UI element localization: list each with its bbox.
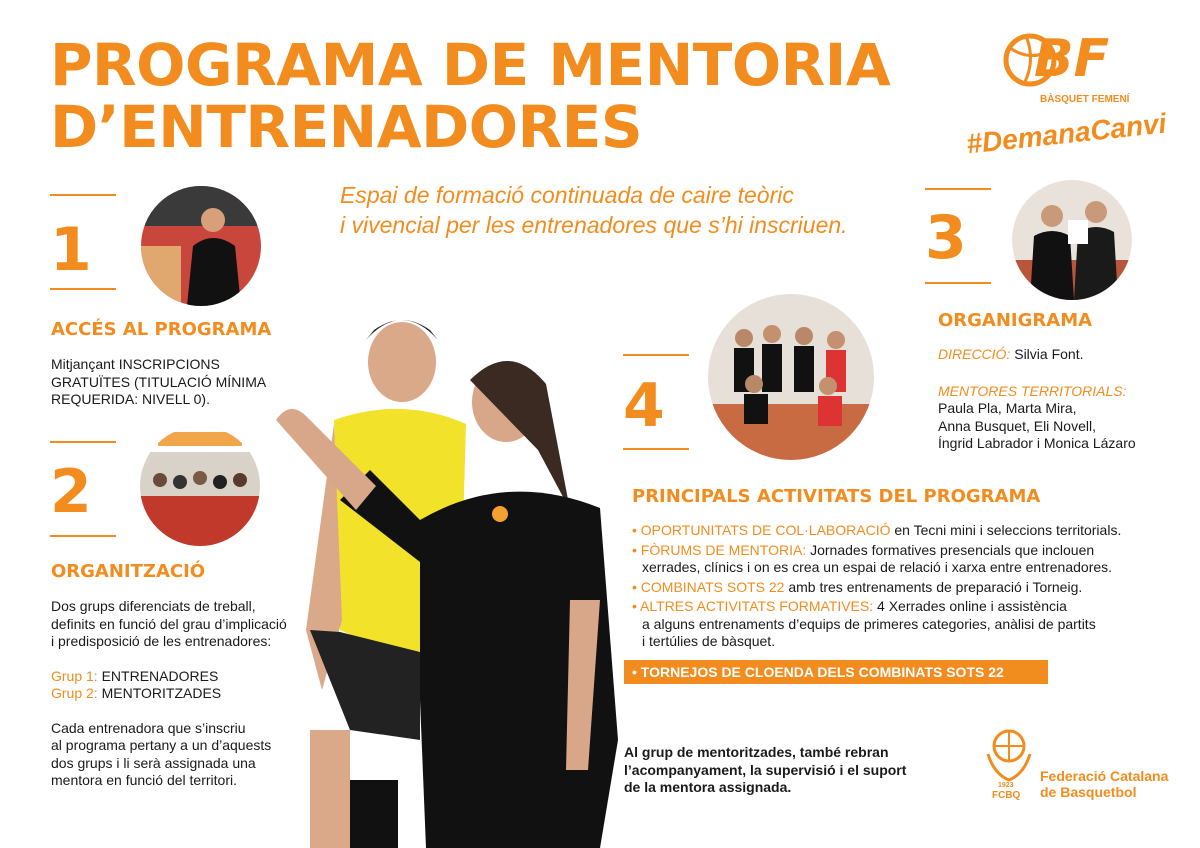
section2-text-line: Cada entrenadora que s’inscriu [51, 719, 246, 736]
section2-text-line: i predisposició de les entrenadores: [51, 633, 272, 649]
activity-label: • COMBINATS SOTS 22 [632, 578, 785, 595]
group1-value: ENTRENADORES [101, 667, 219, 684]
title-line-1: PROGRAMA DE MENTORIA [50, 31, 891, 99]
activity-text: amb tres entrenaments de preparació i Torneig. [784, 578, 1083, 595]
section3-rule-top [925, 188, 991, 190]
activity-item [632, 542, 1172, 577]
section2-text-line: dos grups i li serà assignada una [51, 754, 256, 771]
section1-rule-bottom [50, 288, 116, 290]
coach-photo-1 [141, 186, 261, 306]
direction-label: DIRECCIÓ: [938, 346, 1011, 362]
section1-text-line: REQUERIDA: NIVELL 0). [51, 391, 210, 407]
section2-text-line: Dos grups diferenciats de treball, [51, 598, 256, 614]
hashtag: #DemanaCanvi [964, 107, 1168, 160]
activity-text: en Tecni mini i seleccions territorials. [890, 522, 1122, 538]
players-image [270, 300, 630, 848]
activity-item [632, 579, 1172, 597]
logo-letters: BF [1034, 29, 1110, 89]
activity-item [632, 522, 1172, 540]
activity-text: xerrades, clínics i on es crea un espai de relació i xarxa entre entrenadores. [642, 559, 1113, 575]
section1-text [51, 356, 301, 409]
section4-heading: PRINCIPALS ACTIVITATS DEL PROGRAMA [632, 486, 1041, 507]
mentors-line: Íngrid Labrador i Monica Lázaro [938, 435, 1136, 451]
section4-number: 4 [623, 371, 665, 441]
section2-heading: ORGANITZACIÓ [51, 561, 206, 582]
fcbq-logo [984, 728, 1034, 800]
group2-value: MENTORITZADES [101, 685, 222, 701]
closing-tournaments-banner: • TORNEJOS DE CLOENDA DELS COMBINATS SOTS 22 [624, 660, 1048, 684]
section1-heading: ACCÉS AL PROGRAMA [51, 319, 272, 340]
note-line: l’acompanyament, la supervisió i el suport [624, 761, 907, 778]
activity-label: • OPORTUNITATS DE COL·LABORACIÓ [632, 522, 891, 538]
activity-item [632, 598, 1172, 651]
group2-label: Grup 2: [51, 685, 98, 701]
section1-text-line: GRATUÏTES (TITULACIÓ MÍNIMA [51, 373, 267, 390]
section3-rule-bottom [925, 282, 991, 284]
fcbq-year: 1923 [998, 782, 1014, 789]
fcbq-acronym: FCBQ [992, 790, 1021, 801]
activity-text: Jornades formatives presencials que inclouen [806, 541, 1095, 558]
mentors-label: MENTORES TERRITORIALS: [938, 382, 1127, 399]
section2-rule-top [50, 441, 116, 443]
section2-rule-bottom [50, 535, 116, 537]
mentors-line: Anna Busquet, Eli Novell, [938, 417, 1096, 434]
intro-text [340, 180, 900, 240]
title-line-2: D’ENTRENADORES [50, 93, 643, 161]
federation-line: Federació Catalana [1040, 768, 1169, 784]
section4-rule-bottom [623, 448, 689, 450]
section3-text [938, 346, 1178, 453]
section4-rule-top [623, 354, 689, 356]
section2-text-line: definits en funció del grau d’implicació [51, 615, 287, 632]
activities-list [632, 522, 1172, 653]
section2-number: 2 [50, 457, 92, 527]
activity-text: 4 Xerrades online i assistència [873, 598, 1067, 614]
section1-number: 1 [50, 215, 92, 285]
page-title [50, 31, 910, 161]
section1-text-line: Mitjançant INSCRIPCIONS [51, 356, 220, 372]
federation-name [1040, 768, 1168, 800]
direction-line [938, 346, 1178, 364]
activity-label: • FÒRUMS DE MENTORIA: [632, 541, 807, 558]
mentoring-support-note [624, 744, 944, 797]
section2-text-line: mentora en funció del territori. [51, 772, 237, 788]
section1-rule-top [50, 194, 116, 196]
section3-heading: ORGANIGRAMA [938, 310, 1093, 331]
activity-label: • ALTRES ACTIVITATS FORMATIVES: [632, 598, 874, 614]
direction-value: Silvia Font. [1014, 346, 1084, 362]
fcbq-ball-icon [984, 728, 1034, 784]
team-photo-4 [708, 294, 874, 460]
intro-line-1: Espai de formació continuada de caire teòric [340, 182, 794, 208]
logo-subtitle: BÀSQUET FEMENÍ [1040, 94, 1130, 105]
section3-number: 3 [925, 203, 967, 273]
mentors-line: Paula Pla, Marta Mira, [938, 400, 1077, 416]
section2-text-line: al programa pertany a un d’aquests [51, 737, 272, 753]
activity-text: a alguns entrenaments d’equips de primeres categories, anàlisi de partits [642, 615, 1096, 632]
group-photo-2 [140, 426, 260, 546]
bf-logo [1000, 28, 1130, 108]
note-line: Al grup de mentoritzades, també rebran [624, 744, 889, 760]
group1-label: Grup 1: [51, 667, 98, 684]
activity-text: i tertúlies de bàsquet. [642, 633, 776, 649]
federation-line: de Basquetbol [1040, 784, 1137, 800]
intro-line-2: i vivencial per les entrenadores que s’hi inscriuen. [340, 212, 848, 238]
coaches-photo-3 [1012, 180, 1132, 300]
note-line: de la mentora assignada. [624, 779, 792, 795]
